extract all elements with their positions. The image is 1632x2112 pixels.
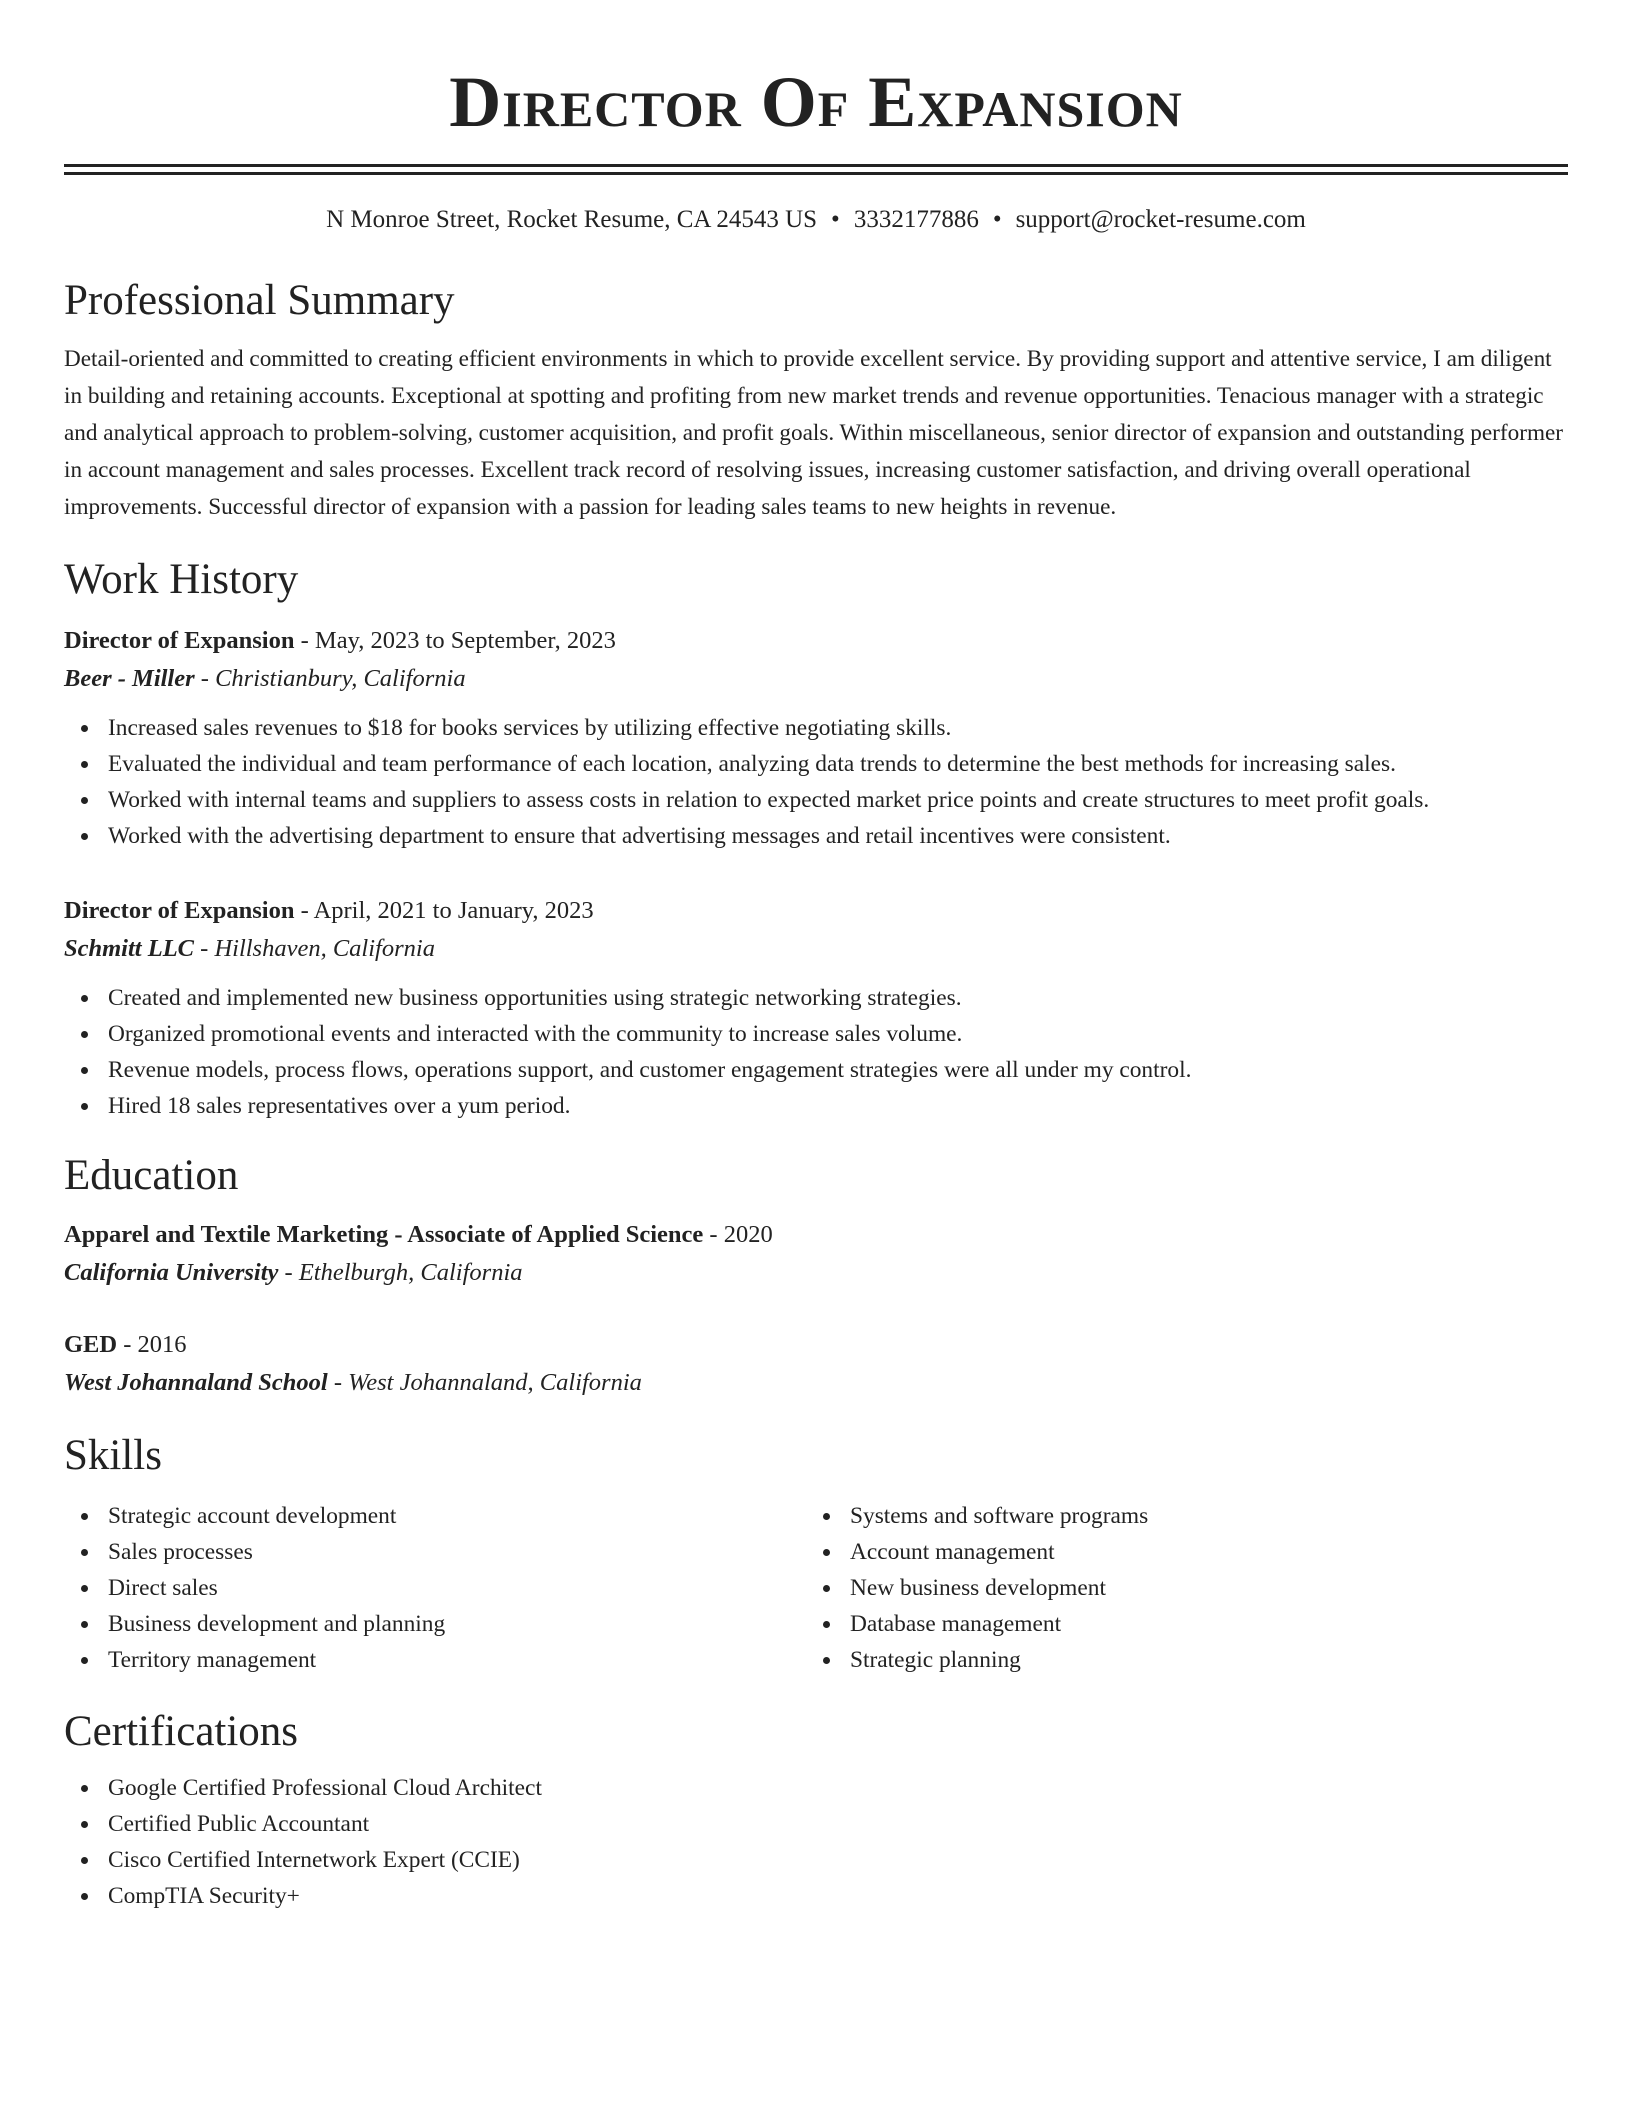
list-item: Certified Public Accountant: [64, 1806, 1568, 1842]
list-item: Account management: [806, 1534, 1548, 1570]
work-entry: [64, 892, 1568, 1124]
job-title-line: Director of Expansion - April, 2021 to January, 2023: [64, 897, 594, 924]
school-name: West Johannaland School: [64, 1369, 328, 1396]
job-bullet-list: [64, 710, 1568, 854]
resume-page: [64, 0, 1568, 1914]
list-item: CompTIA Security+: [64, 1878, 1568, 1914]
list-item: Business development and planning: [64, 1606, 806, 1642]
job-title: Director of Expansion: [64, 897, 295, 924]
skills-list-right: [806, 1498, 1548, 1678]
list-item: Evaluated the individual and team performance of each location, analyzing data trends to determine the best methods for increasing sales.: [64, 746, 1568, 782]
list-item: Google Certified Professional Cloud Architect: [64, 1770, 1568, 1806]
list-item: Database management: [806, 1606, 1548, 1642]
section-heading-education: Education: [64, 1152, 239, 1199]
job-company: Beer - Miller: [64, 665, 195, 692]
job-title: Director of Expansion: [64, 627, 295, 654]
contact-separator: •: [831, 206, 840, 233]
section-heading-certifications: Certifications: [64, 1708, 299, 1755]
degree-line: GED - 2016: [64, 1331, 187, 1358]
job-company-line: Beer - Miller - Christianbury, California: [64, 665, 466, 692]
degree: Apparel and Textile Marketing - Associate of Applied Science: [64, 1221, 704, 1248]
contact-phone: 3332177886: [853, 206, 979, 233]
list-item: Created and implemented new business opportunities using strategic networking strategies.: [64, 980, 1568, 1016]
list-item: Worked with the advertising department to ensure that advertising messages and retail incentives were consistent.: [64, 818, 1568, 854]
degree-line: Apparel and Textile Marketing - Associate of Applied Science - 2020: [64, 1221, 773, 1248]
title-divider-top: [64, 164, 1568, 167]
education-entry: [64, 1326, 1568, 1402]
contact-address: N Monroe Street, Rocket Resume, CA 24543 US: [326, 206, 818, 233]
school-location: Ethelburgh, California: [298, 1259, 523, 1286]
skills-columns: [64, 1498, 1568, 1678]
job-company-line: Schmitt LLC - Hillshaven, California: [64, 935, 435, 962]
list-item: Strategic account development: [64, 1498, 806, 1534]
summary-text: Detail-oriented and committed to creating efficient environments in which to provide excellent service. By providing support and attentive service, I am diligent in building and retaining accounts. Exceptional at spotting and profiting from new market trends and revenue opportunities. Tenacious manager with a strategic and analytical approach to problem-solving, customer acquisition, and profit goals. Within miscellaneous, senior director of expansion and outstanding performer in account management and sales processes. Excellent track record of resolving issues, increasing customer satisfaction, and driving overall operational improvements. Successful director of expansion with a passion for leading sales teams to new heights in revenue.: [64, 346, 1563, 520]
certifications-list: [64, 1770, 1568, 1914]
list-item: New business development: [806, 1570, 1548, 1606]
section-heading-skills: Skills: [64, 1432, 162, 1479]
title-divider-bottom: [64, 172, 1568, 175]
list-item: Strategic planning: [806, 1642, 1548, 1678]
school-line: California University - Ethelburgh, California: [64, 1259, 523, 1286]
school-location: West Johannaland, California: [348, 1369, 642, 1396]
list-item: Cisco Certified Internetwork Expert (CCIE): [64, 1842, 1568, 1878]
list-item: Territory management: [64, 1642, 806, 1678]
list-item: Systems and software programs: [806, 1498, 1548, 1534]
resume-title: Director Of Expansion: [449, 62, 1183, 142]
list-item: Worked with internal teams and suppliers to assess costs in relation to expected market price points and create structures to meet profit goals.: [64, 782, 1568, 818]
section-heading-summary: Professional Summary: [64, 277, 455, 324]
work-entry: [64, 622, 1568, 854]
job-location: Hillshaven, California: [214, 935, 435, 962]
skills-list-left: [64, 1498, 806, 1678]
job-location: Christianbury, California: [215, 665, 466, 692]
job-bullet-list: [64, 980, 1568, 1124]
list-item: Direct sales: [64, 1570, 806, 1606]
list-item: Increased sales revenues to $18 for books services by utilizing effective negotiating skills.: [64, 710, 1568, 746]
contact-line: [64, 205, 1568, 235]
school-name: California University: [64, 1259, 279, 1286]
degree-year: 2020: [723, 1221, 773, 1248]
education-entry: [64, 1216, 1568, 1292]
list-item: Organized promotional events and interacted with the community to increase sales volume.: [64, 1016, 1568, 1052]
list-item: Hired 18 sales representatives over a yum period.: [64, 1088, 1568, 1124]
list-item: Revenue models, process flows, operations support, and customer engagement strategies were all under my control.: [64, 1052, 1568, 1088]
job-dates: April, 2021 to January, 2023: [313, 897, 594, 924]
school-line: West Johannaland School - West Johannaland, California: [64, 1369, 642, 1396]
degree: GED: [64, 1331, 118, 1358]
list-item: Sales processes: [64, 1534, 806, 1570]
job-title-line: Director of Expansion - May, 2023 to September, 2023: [64, 627, 616, 654]
job-company: Schmitt LLC: [64, 935, 195, 962]
job-dates: May, 2023 to September, 2023: [314, 627, 616, 654]
degree-year: 2016: [137, 1331, 187, 1358]
contact-email: support@rocket-resume.com: [1015, 206, 1306, 233]
section-heading-work: Work History: [64, 556, 299, 603]
contact-separator: •: [992, 206, 1002, 233]
